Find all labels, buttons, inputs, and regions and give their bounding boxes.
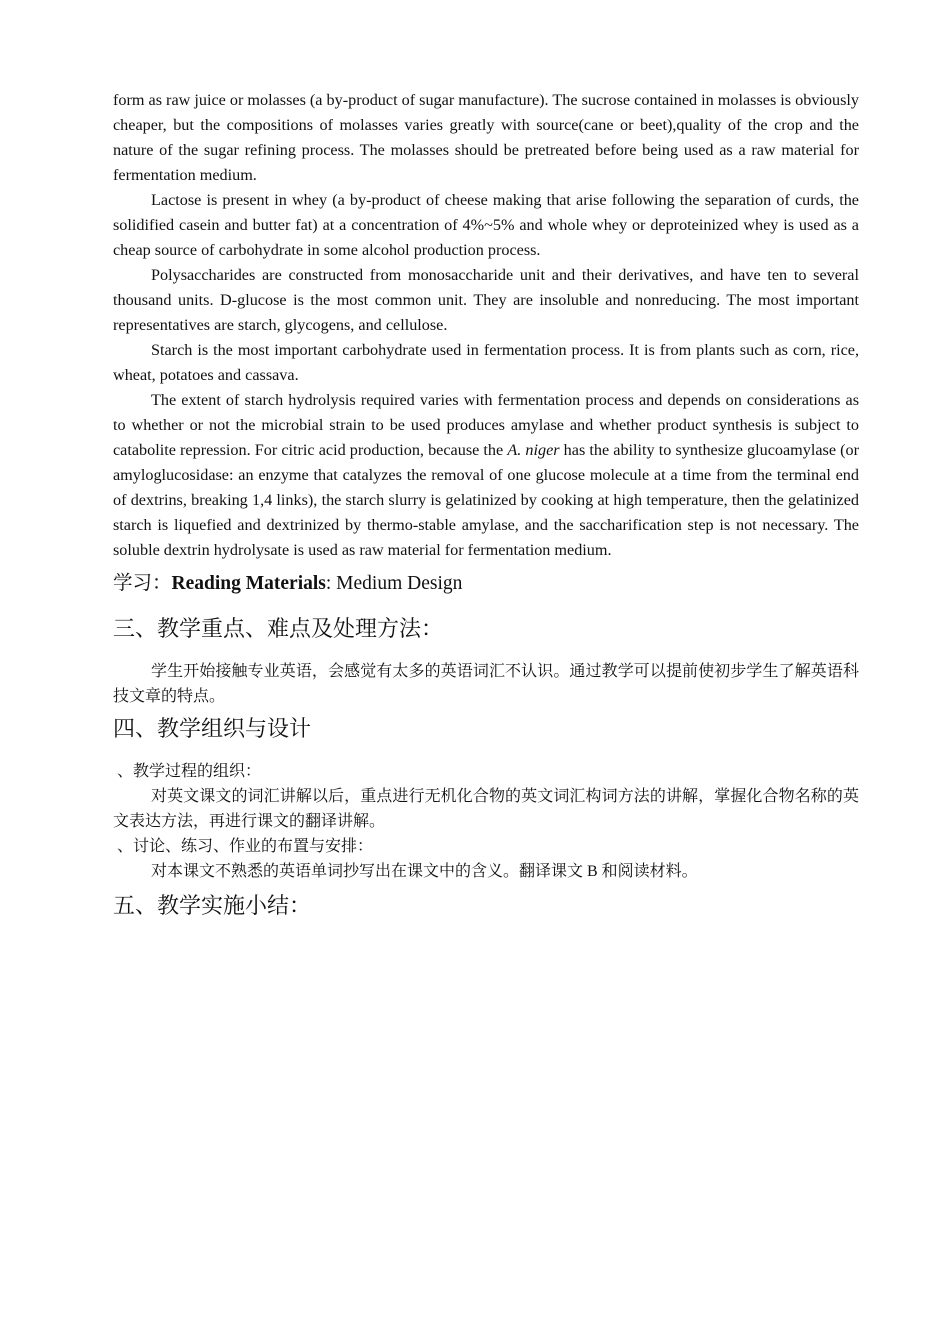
- paragraph-molasses: form as raw juice or molasses (a by-product of sugar manufacture). The sucrose contained in molasses is obviously cheaper, but the compositions of molasses varies greatly with source(cane or beet),quality of the crop and the nature of the sugar refining process. The molasses should be pretreated before being used as a raw material for fermentation medium.: [113, 91, 859, 184]
- section-heading-organization: 四、教学组织与设计: [113, 716, 312, 741]
- subsection-title-process: 、教学过程的组织：: [117, 763, 262, 780]
- study-suffix: : Medium Design: [325, 573, 463, 594]
- section-body-key-points: 学生开始接触专业英语，会感觉有太多的英语词汇不认识。通过教学可以提前使初步学生了解英语科技文章的特点。: [113, 663, 859, 705]
- section-heading-key-points: 三、教学重点、难点及处理方法：: [113, 616, 444, 641]
- hydrolysis-text-after: has the ability to synthesize glucoamylase (or amyloglucosidase: an enzyme that catalyzes the removal of one glucose molecule at a time from the terminal end of dextrins, breaking 1,4 links), the starch slurry is gelatinized by cooking at high temperature, then the gelatinized starch is liquefied and dextrinized by thermo-stable amylase, and the saccharification step is not necessary. The soluble dextrin hydrolysate is used as raw material for fermentation medium.: [113, 441, 860, 559]
- study-bold: Reading Materials: [171, 573, 326, 594]
- hydrolysis-text-before: The extent of starch hydrolysis required varies with fermentation process and depends on considerations as to whether or not the microbial strain to be used produces amylase and whether product synthesis is subject to catabolite repression. For citric acid production, because the: [113, 391, 859, 459]
- document-page: [113, 88, 859, 922]
- section-heading-summary: 五、教学实施小结：: [113, 893, 312, 918]
- subsection-body-homework: 对本课文不熟悉的英语单词抄写出在课文中的含义。翻译课文 B 和阅读材料。: [151, 863, 698, 880]
- paragraph-starch-hydrolysis: [113, 388, 859, 563]
- study-prefix: 学习：: [113, 573, 172, 594]
- study-line: [113, 569, 859, 599]
- paragraph-lactose: Lactose is present in whey (a by-product of cheese making that arise following the separation of curds, the solidified casein and butter fat) at a concentration of 4%~5% and whole whey or deproteinized whey is used as a cheap source of carbohydrate in some alcohol production process.: [113, 191, 859, 259]
- subsection-title-homework: 、讨论、练习、作业的布置与安排：: [117, 838, 374, 855]
- species-name: A. niger: [507, 441, 560, 459]
- paragraph-polysaccharides: Polysaccharides are constructed from monosaccharide unit and their derivatives, and have ten to several thousand units. D-glucose is the most common unit. They are insoluble and nonreducing. The most important representatives are starch, glycogens, and cellulose.: [113, 266, 859, 334]
- subsection-body-process: 对英文课文的词汇讲解以后，重点进行无机化合物的英文词汇构词方法的讲解，掌握化合物名称的英文表达方法，再进行课文的翻译讲解。: [113, 788, 859, 830]
- paragraph-starch: Starch is the most important carbohydrate used in fermentation process. It is from plants such as corn, rice, wheat, potatoes and cassava.: [113, 341, 859, 384]
